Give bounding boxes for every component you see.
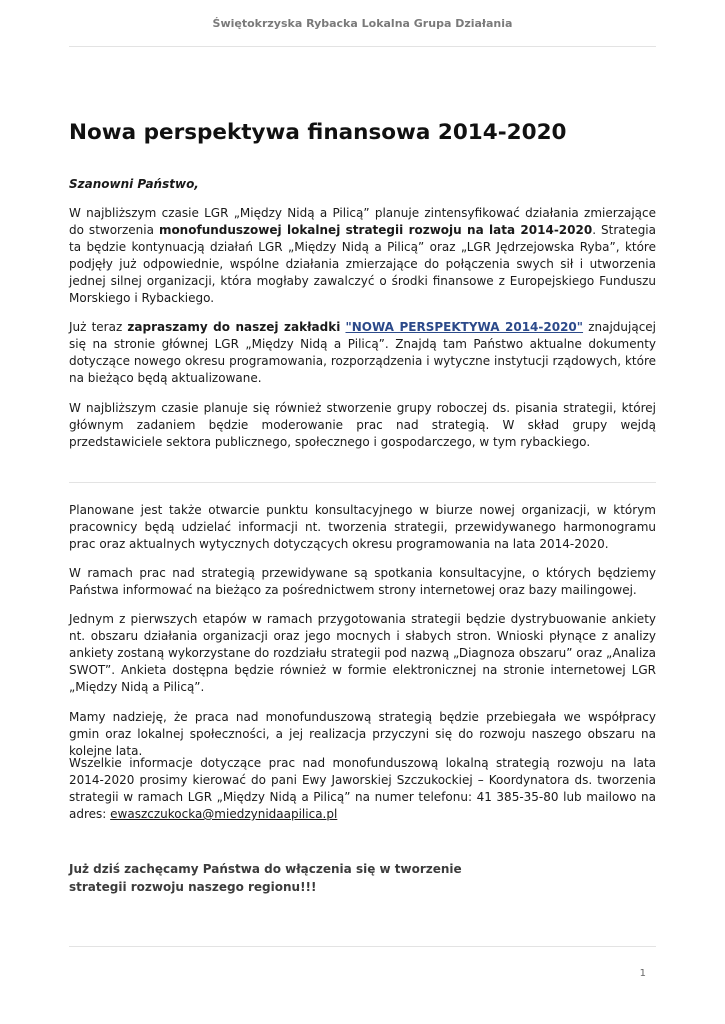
nowa-perspektywa-link[interactable]: "NOWA PERSPEKTYWA 2014-2020" — [345, 320, 584, 334]
paragraph-1 — [69, 205, 656, 307]
paragraph-2 — [69, 319, 656, 387]
paragraph-7: Mamy nadzieję, że praca nad monofunduszową strategią będzie przebiegała we współpracy gmin oraz lokalnej społeczności, a jej realizacja przyczyni się do rozwoju naszego obszaru na kolejne lata. — [69, 710, 656, 758]
paragraph-5: W ramach prac nad strategią przewidywane są spotkania konsultacyjne, o których będziemy Państwa informować na bieżąco za pośrednictwem strony internetowej oraz bazy mailingowej. — [69, 566, 656, 597]
paragraph-6: Jednym z pierwszych etapów w ramach przygotowania strategii będzie dystrybuowanie ankiety nt. obszaru działania organizacji oraz jego mocnych i słabych stron. Wnioski płynące z analizy ankiety zostaną wykorzystane do rozdziału strategii pod nazwą „Diagnoza obszaru” oraz „Analiza SWOT”. Ankieta dostępna będzie również w formie elektronicznej na stronie internetowej LGR „Między Nidą a Pilicą”. — [69, 612, 656, 694]
paragraph-1-bold: monofunduszowej lokalnej strategii rozwoju na lata 2014-2020 — [158, 223, 593, 237]
paragraph-1-text-a: W najbliższym czasie LGR „Między Nidą a Pilicą” planuje zintensyfikować działania zmierzające do stworzenia — [69, 206, 656, 237]
footer-divider — [69, 946, 656, 947]
section-divider — [69, 482, 656, 483]
closing-line-2: strategii rozwoju naszego regionu!!! — [69, 880, 317, 894]
paragraph-1-text-c: . Strategia ta będzie kontynuacją działań LGR „Między Nidą a Pilicą” oraz „LGR Jędrzejowska Ryba”, które podjęły już odpowiednie, wspólne działania zmierzające do połączenia swych sił i utworzenia jednej silnej organizacji, która mogłaby zawalczyć o środki finansowe z Europejskiego Funduszu Morskiego i Rybackiego. — [69, 223, 656, 305]
email-link[interactable]: ewaszczukocka@miedzynidaapilica.pl — [110, 807, 338, 821]
paragraph-2-text-c: znajdującej się na stronie głównej LGR „Między Nidą a Pilicą”. Znajdą tam Państwo aktualne dokumenty dotyczące nowego okresu programowania, rozporządzenia i wytyczne instytucji rządowych, które na bieżąco będą aktualizowane. — [69, 320, 657, 385]
paragraph-4: Planowane jest także otwarcie punktu konsultacyjnego w biurze nowej organizacji, w którym pracownicy będą udzielać informacji nt. tworzenia strategii, przewidywanego harmonogramu prac oraz aktualnych wytycznych dotyczących okresu programowania na lata 2014-2020. — [69, 503, 656, 551]
paragraph-8-text: Wszelkie informacje dotyczące prac nad monofunduszową lokalną strategią rozwoju na lata 2014-2020 prosimy kierować do pani Ewy Jaworskiej Szczukockiej – Koordynatora ds. tworzenia strategii w ramach LGR „Między Nidą a Pilicą” na numer telefonu: 41 385-35-80 lub mailowo na adres: — [69, 756, 656, 821]
document-header: Świętokrzyska Rybacka Lokalna Grupa Działania — [212, 17, 513, 30]
page-title: Nowa perspektywa finansowa 2014-2020 — [69, 120, 567, 145]
header-divider — [69, 46, 656, 47]
closing-statement — [69, 860, 462, 896]
closing-line-1: Już dziś zachęcamy Państwa do włączenia się w tworzenie — [69, 862, 462, 876]
greeting: Szanowni Państwo, — [69, 177, 199, 191]
page-number: 1 — [639, 968, 646, 979]
paragraph-3: W najbliższym czasie planuje się również stworzenie grupy roboczej ds. pisania strategii, której głównym zadaniem będzie moderowanie prac nad strategią. W skład grupy wejdą przedstawiciele sektora publicznego, społecznego i gospodarczego, w tym rybackiego. — [69, 401, 656, 449]
paragraph-8 — [69, 755, 656, 823]
paragraph-2-bold: zapraszamy do naszej zakładki — [127, 320, 341, 334]
paragraph-2-text-a: Już teraz — [69, 320, 128, 334]
